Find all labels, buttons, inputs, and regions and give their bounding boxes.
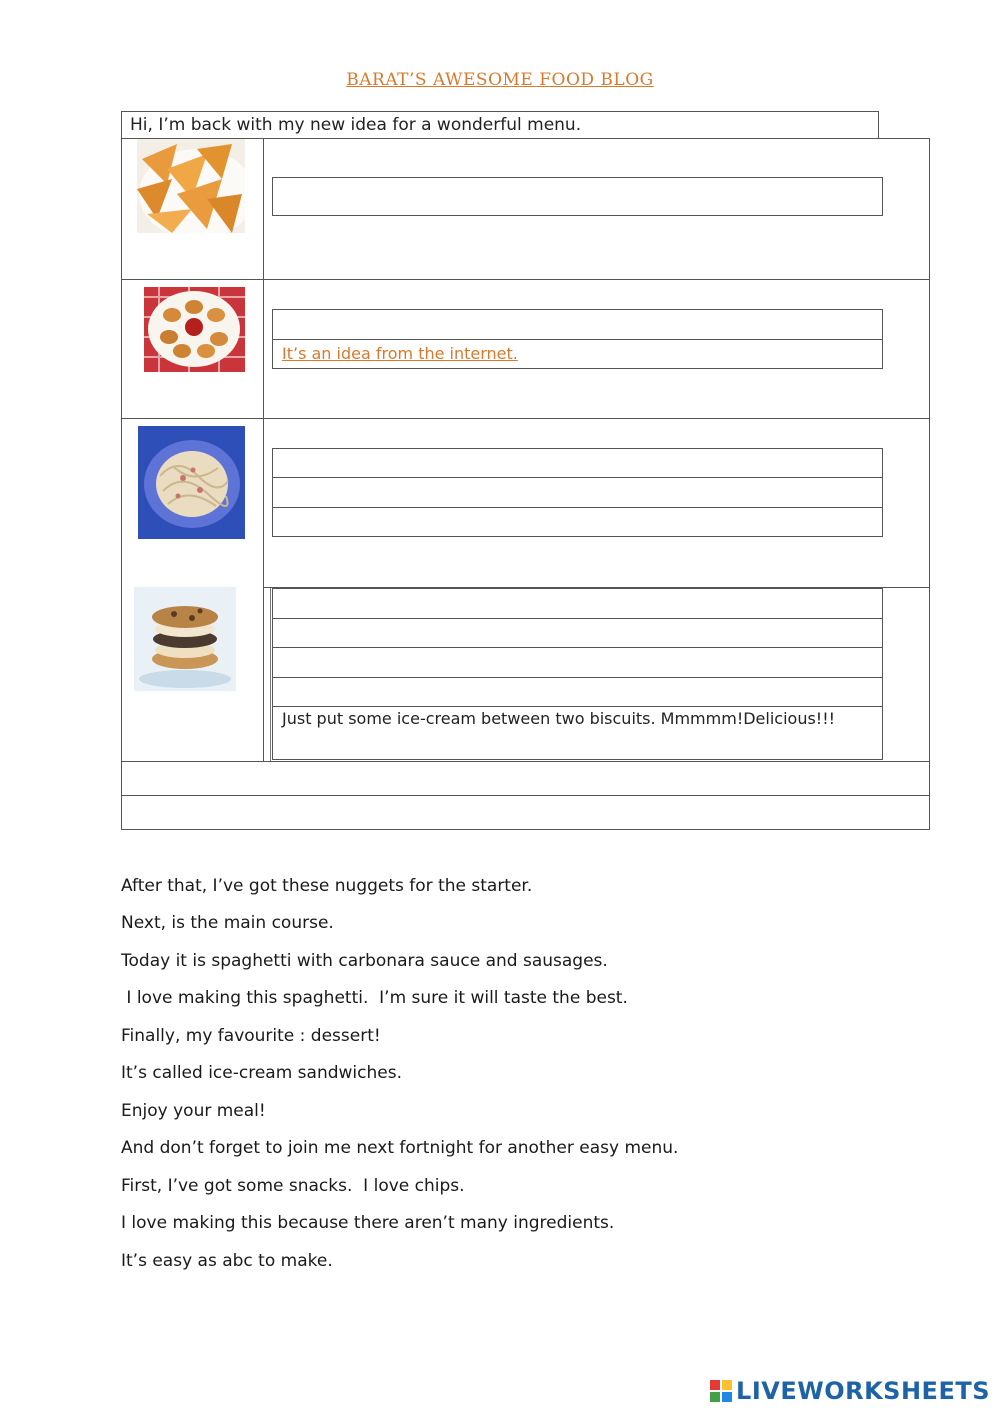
answer-line	[273, 314, 282, 333]
sentence[interactable]: And don’t forget to join me next fortnight for another easy menu.	[121, 1138, 679, 1158]
answer-line	[273, 682, 282, 701]
answer-line	[273, 623, 282, 642]
sentence[interactable]: First, I’ve got some snacks. I love chips.	[121, 1176, 465, 1196]
answer-box[interactable]	[272, 448, 883, 478]
answer-box[interactable]	[272, 477, 883, 508]
ice-cream-sandwich-image	[134, 587, 236, 691]
sentence[interactable]: Next, is the main course.	[121, 913, 334, 933]
sentence[interactable]: It’s called ice-cream sandwiches.	[121, 1063, 402, 1083]
nuggets-image	[144, 287, 245, 372]
chips-image	[137, 139, 245, 233]
footer-answer-line[interactable]	[122, 762, 929, 795]
answer-line	[273, 593, 282, 612]
answer-line	[273, 453, 282, 472]
liveworksheets-logo	[710, 1377, 990, 1405]
answer-box[interactable]	[272, 309, 883, 340]
sentence[interactable]: After that, I’ve got these nuggets for the starter.	[121, 876, 533, 896]
answer-box[interactable]	[272, 588, 883, 619]
answer-box[interactable]	[272, 507, 883, 537]
nuggets-icon	[144, 287, 245, 372]
footer-answer-line[interactable]	[122, 796, 929, 829]
answer-box[interactable]	[272, 647, 883, 678]
row-divider	[121, 418, 930, 419]
sentence[interactable]: Today it is spaghetti with carbonara sauce and sausages.	[121, 951, 608, 971]
answer-box[interactable]	[272, 677, 883, 707]
ice-cream-sandwich-icon	[134, 587, 236, 691]
sentence[interactable]: Enjoy your meal!	[121, 1101, 266, 1121]
answer-line-example: Just put some ice-cream between two biscuits. Mmmmm!Delicious!!!	[282, 709, 836, 728]
answer-line	[273, 182, 282, 201]
answer-box[interactable]	[272, 618, 883, 648]
table-column-divider-inner	[270, 588, 271, 761]
page-title: BARAT’S AWESOME FOOD BLOG	[346, 70, 654, 90]
chips-icon	[137, 139, 245, 233]
answer-line	[273, 512, 282, 531]
answer-box[interactable]	[272, 339, 883, 369]
intro-text-box	[121, 111, 879, 139]
footer-line-text	[122, 766, 131, 785]
sentence[interactable]: It’s easy as abc to make.	[121, 1251, 333, 1271]
liveworksheets-logo-icon	[710, 1380, 732, 1402]
row-divider	[121, 279, 930, 280]
spaghetti-image	[138, 426, 245, 539]
table-column-divider	[263, 138, 264, 761]
answer-line	[273, 482, 282, 501]
answer-box[interactable]	[272, 706, 883, 760]
answer-box[interactable]	[272, 177, 883, 216]
logo-text: LIVEWORKSHEETS	[736, 1377, 990, 1405]
answer-line	[273, 652, 282, 671]
answer-line-example: It’s an idea from the internet.	[282, 344, 518, 363]
footer-line-text	[122, 800, 131, 819]
sentence[interactable]: I love making this because there aren’t many ingredients.	[121, 1213, 615, 1233]
sentence[interactable]: Finally, my favourite : dessert!	[121, 1026, 381, 1046]
intro-text: Hi, I’m back with my new idea for a wonderful menu.	[130, 115, 582, 135]
spaghetti-icon	[138, 426, 245, 539]
sentence[interactable]: I love making this spaghetti. I’m sure it will taste the best.	[121, 988, 628, 1008]
